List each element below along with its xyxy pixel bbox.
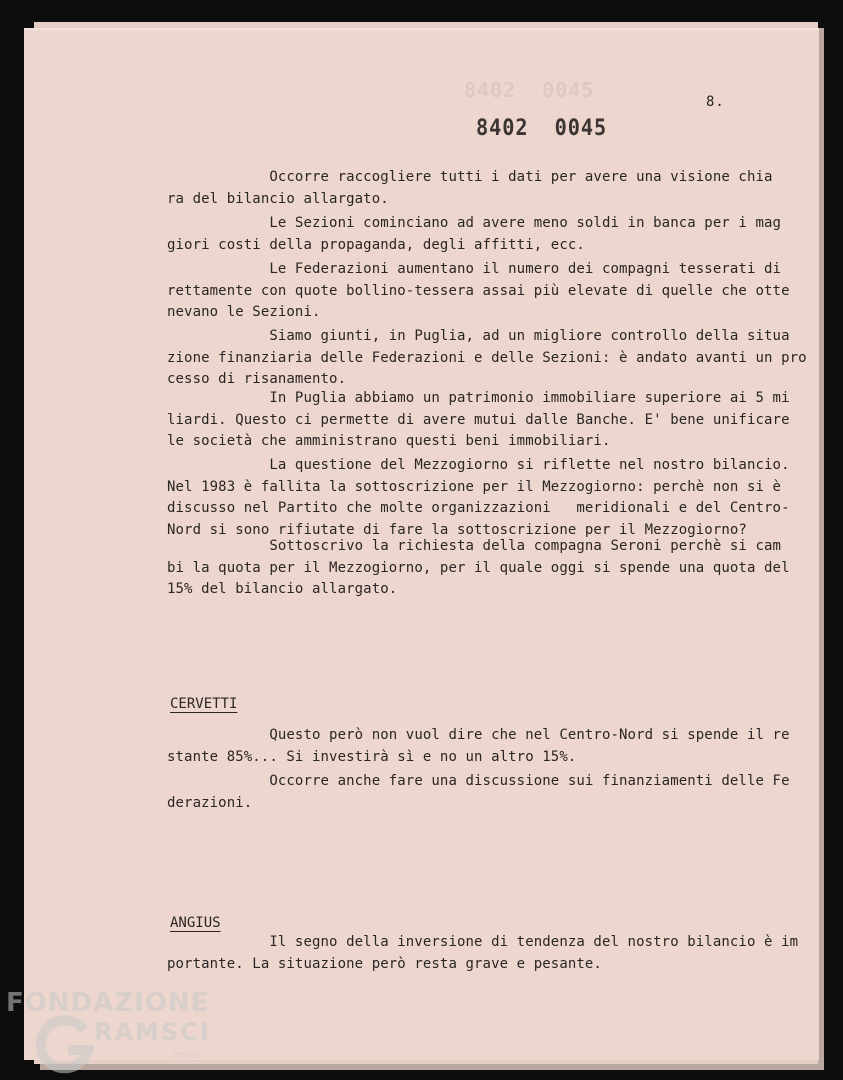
text-line: Occorre anche fare una discussione sui finanziamenti delle Fe xyxy=(167,773,790,789)
stamp-ghost-left: 8402 xyxy=(464,78,517,102)
speaker-paragraph xyxy=(167,725,790,768)
text-line: rettamente con quote bollino-tessera assai più elevate di quelle che otte xyxy=(167,282,790,299)
text-line: stante 85%... Si investirà sì e no un altro 15%. xyxy=(167,748,577,765)
gramsci-g-logo-icon xyxy=(32,1010,98,1076)
text-line: derazioni. xyxy=(167,794,253,811)
paragraph-2 xyxy=(167,213,782,256)
text-line: Sottoscrivo la richiesta della compagna Seroni perchè si cam xyxy=(167,538,782,554)
paragraph-6 xyxy=(167,455,790,541)
watermark-line2: RAMSCI xyxy=(94,1018,211,1046)
stamp-ghost-right: 0045 xyxy=(542,78,595,102)
text-line: portante. La situazione però resta grave e pesante. xyxy=(167,955,602,972)
text-line: Nel 1983 è fallita la sottoscrizione per il Mezzogiorno: perchè non si è xyxy=(167,478,782,495)
paragraph-1 xyxy=(167,167,773,210)
text-line: Questo però non vuol dire che nel Centro-Nord si spende il re xyxy=(167,727,790,743)
text-line: Le Sezioni cominciano ad avere meno soldi in banca per i mag xyxy=(167,215,782,231)
stamp-right: 0045 xyxy=(554,116,608,141)
text-line: 15% del bilancio allargato. xyxy=(167,581,398,597)
text-line: nevano le Sezioni. xyxy=(167,304,321,320)
paragraph-4 xyxy=(167,326,807,391)
text-line: discusso nel Partito che molte organizzazioni meridionali e del Centro- xyxy=(167,500,790,516)
watermark-line1: FONDAZIONE xyxy=(6,988,210,1018)
page-number: 8. xyxy=(706,94,725,110)
speaker-paragraph xyxy=(167,932,799,975)
stamp-bleed-through xyxy=(464,78,594,102)
text-line: liardi. Questo ci permette di avere mutui dalle Banche. E' bene unificare xyxy=(167,411,790,428)
document-page xyxy=(24,28,819,1060)
paragraph-7 xyxy=(167,536,790,601)
text-line: Il segno della inversione di tendenza del nostro bilancio è im xyxy=(167,934,799,950)
archive-stamp xyxy=(476,116,607,141)
speaker-name: CERVETTI xyxy=(170,696,238,712)
text-line: In Puglia abbiamo un patrimonio immobiliare superiore ai 5 mi xyxy=(167,390,790,406)
text-line: le società che amministrano questi beni immobiliari. xyxy=(167,433,611,449)
text-line: Le Federazioni aumentano il numero dei compagni tesserati di xyxy=(167,261,782,277)
text-line: zione finanziaria delle Federazioni e delle Sezioni: è andato avanti un pro xyxy=(167,349,807,366)
text-line: La questione del Mezzogiorno si riflette nel nostro bilancio. xyxy=(167,457,790,473)
text-line: bi la quota per il Mezzogiorno, per il quale oggi si spende una quota del xyxy=(167,559,790,576)
stamp-left: 8402 xyxy=(476,116,529,141)
text-line: Occorre raccogliere tutti i dati per avere una visione chia xyxy=(167,169,773,185)
text-line: giori costi della propaganda, degli affitti, ecc. xyxy=(167,236,585,253)
paragraph-5 xyxy=(167,388,790,453)
text-line: Nord si sono rifiutate di fare la sottoscrizione per il Mezzogiorno? xyxy=(167,521,747,538)
text-line: cesso di risanamento. xyxy=(167,371,347,387)
text-line: Siamo giunti, in Puglia, ad un migliore controllo della situa xyxy=(167,328,790,344)
speaker-name: ANGIUS xyxy=(170,915,221,931)
text-line: ra del bilancio allargato. xyxy=(167,190,389,207)
fondazione-gramsci-watermark xyxy=(2,988,242,1080)
speaker-paragraph xyxy=(167,771,790,814)
paragraph-3 xyxy=(167,259,790,324)
watermark-line3: onlus xyxy=(172,1048,202,1061)
